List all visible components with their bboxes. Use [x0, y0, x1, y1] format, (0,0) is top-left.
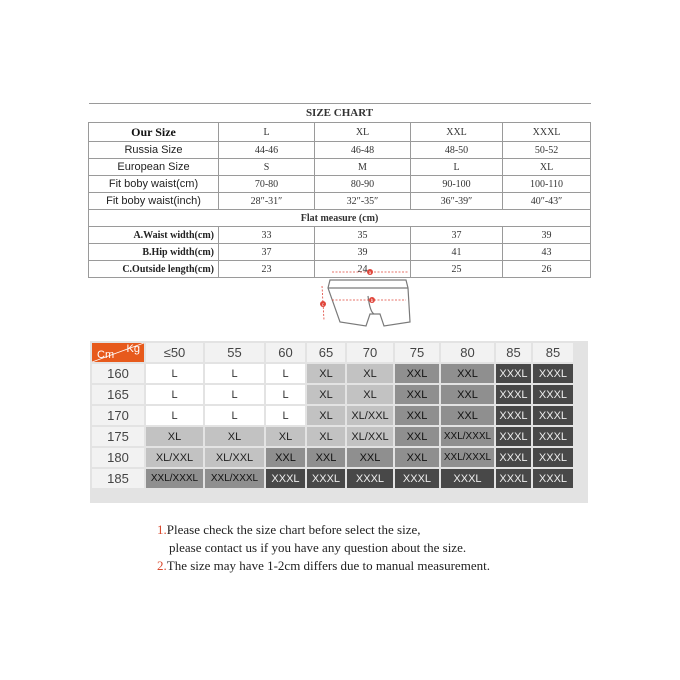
- height-label: 170: [92, 406, 144, 425]
- height-label: 185: [92, 469, 144, 488]
- size-cell: L: [266, 406, 305, 425]
- note-2: [157, 557, 577, 575]
- size-cell: XL: [307, 427, 345, 446]
- size-cell: XXL/XXXL: [441, 448, 494, 467]
- size-cell: XXL/XXXL: [146, 469, 203, 488]
- size-cell: L: [146, 385, 203, 404]
- size-cell: XXXL: [496, 406, 531, 425]
- table-cell: 36″-39″: [411, 193, 503, 210]
- size-cell: XXXL: [496, 385, 531, 404]
- marker-a-label: a: [368, 270, 372, 275]
- grid-row: [92, 385, 573, 404]
- size-header: XXXL: [503, 123, 591, 142]
- weight-header: 60: [266, 343, 305, 362]
- size-cell: XL: [146, 427, 203, 446]
- height-label: 160: [92, 364, 144, 383]
- size-cell: XXXL: [496, 469, 531, 488]
- kg-label: Kg: [126, 343, 140, 355]
- table-cell: 28″-31″: [219, 193, 315, 210]
- weight-header: 80: [441, 343, 494, 362]
- table-cell: 39: [503, 227, 591, 244]
- table-cell: 37: [219, 244, 315, 261]
- size-cell: XXXL: [266, 469, 305, 488]
- size-cell: XXXL: [347, 469, 393, 488]
- size-cell: XXXL: [496, 427, 531, 446]
- size-cell: XXL: [395, 406, 439, 425]
- weight-header: 70: [347, 343, 393, 362]
- size-notes: [157, 521, 577, 575]
- note-1-text: Please check the size chart before select the size,: [166, 522, 421, 537]
- grid-row: [92, 469, 573, 488]
- cm-label: Cm: [97, 349, 115, 361]
- size-cell: XL: [347, 364, 393, 383]
- table-cell: 43: [503, 244, 591, 261]
- grid-row: [92, 448, 573, 467]
- weight-header: 65: [307, 343, 345, 362]
- table-cell: 41: [411, 244, 503, 261]
- hip-width-label: B.Hip width(cm): [89, 244, 219, 261]
- size-cell: XXL: [395, 448, 439, 467]
- flat-measure-title: Flat measure (cm): [89, 210, 591, 227]
- height-label: 165: [92, 385, 144, 404]
- size-cell: XL/XXL: [205, 448, 264, 467]
- size-cell: XXXL: [496, 364, 531, 383]
- grid-row: [92, 406, 573, 425]
- table-cell: 25: [411, 261, 503, 278]
- table-cell: 39: [315, 244, 411, 261]
- briefs-measurement-diagram: [310, 266, 420, 338]
- table-cell: XL: [503, 159, 591, 176]
- note-1-continued: please contact us if you have any question about the size.: [169, 540, 467, 555]
- weight-height-table: [90, 341, 575, 490]
- waist-cm-label: Fit boby waist(cm): [89, 176, 219, 193]
- size-cell: XXL: [441, 385, 494, 404]
- table-cell: 44-46: [219, 142, 315, 159]
- note-1-number: 1.: [157, 522, 167, 537]
- table-cell: 37: [411, 227, 503, 244]
- table-cell: M: [315, 159, 411, 176]
- table-cell: L: [411, 159, 503, 176]
- weight-header: 85: [496, 343, 531, 362]
- cm-kg-corner: [92, 343, 144, 362]
- size-cell: XXXL: [496, 448, 531, 467]
- size-header: L: [219, 123, 315, 142]
- size-cell: XXXL: [533, 406, 573, 425]
- size-cell: L: [266, 385, 305, 404]
- size-cell: L: [205, 406, 264, 425]
- table-cell: 32″-35″: [315, 193, 411, 210]
- size-cell: XXXL: [395, 469, 439, 488]
- height-label: 175: [92, 427, 144, 446]
- table-cell: 70-80: [219, 176, 315, 193]
- size-cell: XXL: [441, 364, 494, 383]
- table-cell: 46-48: [315, 142, 411, 159]
- size-cell: XXL: [266, 448, 305, 467]
- table-cell: 24: [315, 261, 411, 278]
- weight-header: ≤50: [146, 343, 203, 362]
- size-cell: XXL/XXXL: [441, 427, 494, 446]
- size-cell: XL: [307, 364, 345, 383]
- table-cell: 90-100: [411, 176, 503, 193]
- marker-c-label: c: [321, 302, 325, 307]
- grid-row: [92, 427, 573, 446]
- size-cell: XXXL: [533, 364, 573, 383]
- weight-header: 85: [533, 343, 573, 362]
- size-cell: XXL: [395, 427, 439, 446]
- size-cell: XXL/XXXL: [205, 469, 264, 488]
- size-cell: XL: [347, 385, 393, 404]
- size-cell: L: [146, 406, 203, 425]
- table-cell: 40″-43″: [503, 193, 591, 210]
- size-cell: XXL: [347, 448, 393, 467]
- size-cell: XXL: [395, 385, 439, 404]
- briefs-outline: [328, 280, 410, 326]
- table-cell: 80-90: [315, 176, 411, 193]
- size-cell: XXXL: [533, 469, 573, 488]
- table-cell: 33: [219, 227, 315, 244]
- table-cell: 23: [219, 261, 315, 278]
- size-cell: XXL: [395, 364, 439, 383]
- size-cell: XXXL: [533, 448, 573, 467]
- waist-width-label: A.Waist width(cm): [89, 227, 219, 244]
- height-label: 180: [92, 448, 144, 467]
- table-cell: 26: [503, 261, 591, 278]
- table-cell: 100-110: [503, 176, 591, 193]
- marker-b-label: b: [370, 298, 374, 303]
- size-cell: L: [205, 364, 264, 383]
- size-header: XXL: [411, 123, 503, 142]
- note-2-text: The size may have 1-2cm differs due to manual measurement.: [166, 558, 490, 573]
- size-chart-table: [88, 103, 591, 278]
- table-cell: 35: [315, 227, 411, 244]
- outside-length-label: C.Outside length(cm): [89, 261, 219, 278]
- table-cell: S: [219, 159, 315, 176]
- size-cell: XL/XXL: [347, 427, 393, 446]
- size-cell: XXXL: [307, 469, 345, 488]
- size-cell: XXL: [441, 406, 494, 425]
- table-cell: 50-52: [503, 142, 591, 159]
- size-header: XL: [315, 123, 411, 142]
- size-cell: XXL: [307, 448, 345, 467]
- grid-row: [92, 364, 573, 383]
- size-cell: XXXL: [533, 427, 573, 446]
- table-cell: 48-50: [411, 142, 503, 159]
- size-cell: XL/XXL: [347, 406, 393, 425]
- our-size-label: Our Size: [89, 123, 219, 142]
- size-cell: XL/XXL: [146, 448, 203, 467]
- size-cell: XL: [205, 427, 264, 446]
- size-cell: XL: [266, 427, 305, 446]
- russia-size-label: Russia Size: [89, 142, 219, 159]
- weight-header: 55: [205, 343, 264, 362]
- size-cell: XL: [307, 406, 345, 425]
- size-cell: XXXL: [441, 469, 494, 488]
- note-2-number: 2.: [157, 558, 167, 573]
- waist-inch-label: Fit boby waist(inch): [89, 193, 219, 210]
- note-1: [157, 521, 577, 539]
- european-size-label: European Size: [89, 159, 219, 176]
- size-cell: L: [146, 364, 203, 383]
- size-cell: L: [266, 364, 305, 383]
- size-chart-title: SIZE CHART: [89, 104, 591, 123]
- size-cell: XL: [307, 385, 345, 404]
- weight-header: 75: [395, 343, 439, 362]
- size-cell: XXXL: [533, 385, 573, 404]
- weight-height-grid: [90, 341, 588, 503]
- size-cell: L: [205, 385, 264, 404]
